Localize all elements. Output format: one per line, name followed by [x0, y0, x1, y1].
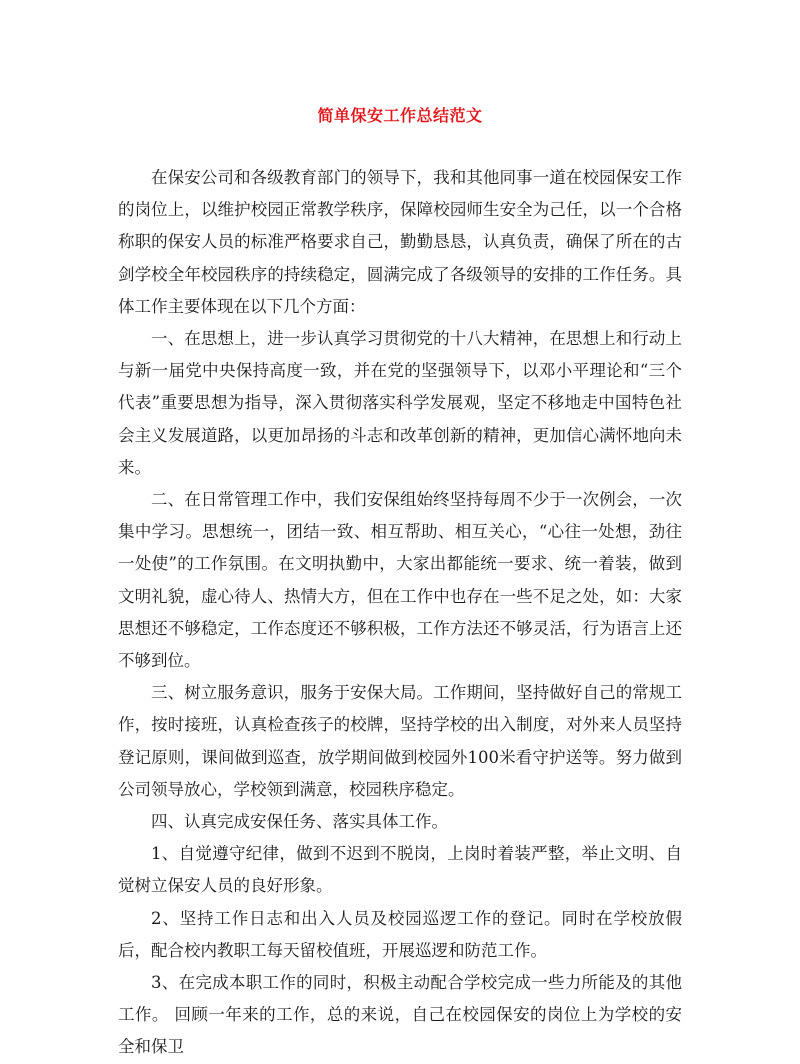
paragraph-section-3: 三、树立服务意识，服务于安保大局。工作期间，坚持做好自己的常规工作，按时接班，认真检查孩子的校牌，坚持学校的出入制度，对外来人员坚持登记原则，课间做到巡查，放学期间做到校园外100米看守护送等。努力做到公司领导放心，学校领到满意，校园秩序稳定。: [118, 683, 682, 799]
document-body: [118, 162, 682, 1064]
paragraph-section-1: 一、在思想上，进一步认真学习贯彻党的十八大精神，在思想上和行动上与新一届党中央保持高度一致，并在党的坚强领导下，以邓小平理论和“三个代表”重要思想为指导，深入贯彻落实科学发展观，坚定不移地走中国特色社会主义发展道路，以更加昂扬的斗志和改革创新的精神，更加信心满怀地向未来。: [118, 329, 682, 477]
paragraph-item-2: 2、坚持工作日志和出入人员及校园巡逻工作的登记。同时在学校放假后，配合校内教职工每天留校值班，开展巡逻和防范工作。: [118, 908, 682, 960]
paragraph-item-3: 3、在完成本职工作的同时，积极主动配合学校完成一些力所能及的其他工作。 回顾一年来的工作，总的来说，自己在校园保安的岗位上为学校的安全和保卫: [118, 973, 682, 1057]
paragraph-section-4: 四、认真完成安保任务、落实具体工作。: [151, 812, 448, 832]
paragraph-item-1: 1、自觉遵守纪律，做到不迟到不脱岗，上岗时着装严整，举止文明、自觉树立保安人员的良好形象。: [118, 844, 682, 896]
paragraph-intro: 在保安公司和各级教育部门的领导下，我和其他同事一道在校园保安工作的岗位上，以维护校园正常教学秩序，保障校园师生安全为己任，以一个合格称职的保安人员的标准严格要求自己，勤勤恳恳，认真负责，确保了所在的古剑学校全年校园秩序的持续稳定，圆满完成了各级领导的安排的工作任务。具体工作主要体现在以下几个方面：: [118, 168, 682, 316]
paragraph-section-2: 二、在日常管理工作中，我们安保组始终坚持每周不少于一次例会，一次集中学习。思想统一，团结一致、相互帮助、相互关心，“心往一处想，劲往一处使”的工作氛围。在文明执勤中，大家出都能统一要求、统一着装，做到文明礼貌，虚心待人、热情大方，但在工作中也存在一些不足之处，如：大家思想还不够稳定，工作态度还不够积极，工作方法还不够灵活，行为语言上还不够到位。: [118, 490, 682, 671]
document-title: 简单保安工作总结范文: [317, 106, 483, 125]
